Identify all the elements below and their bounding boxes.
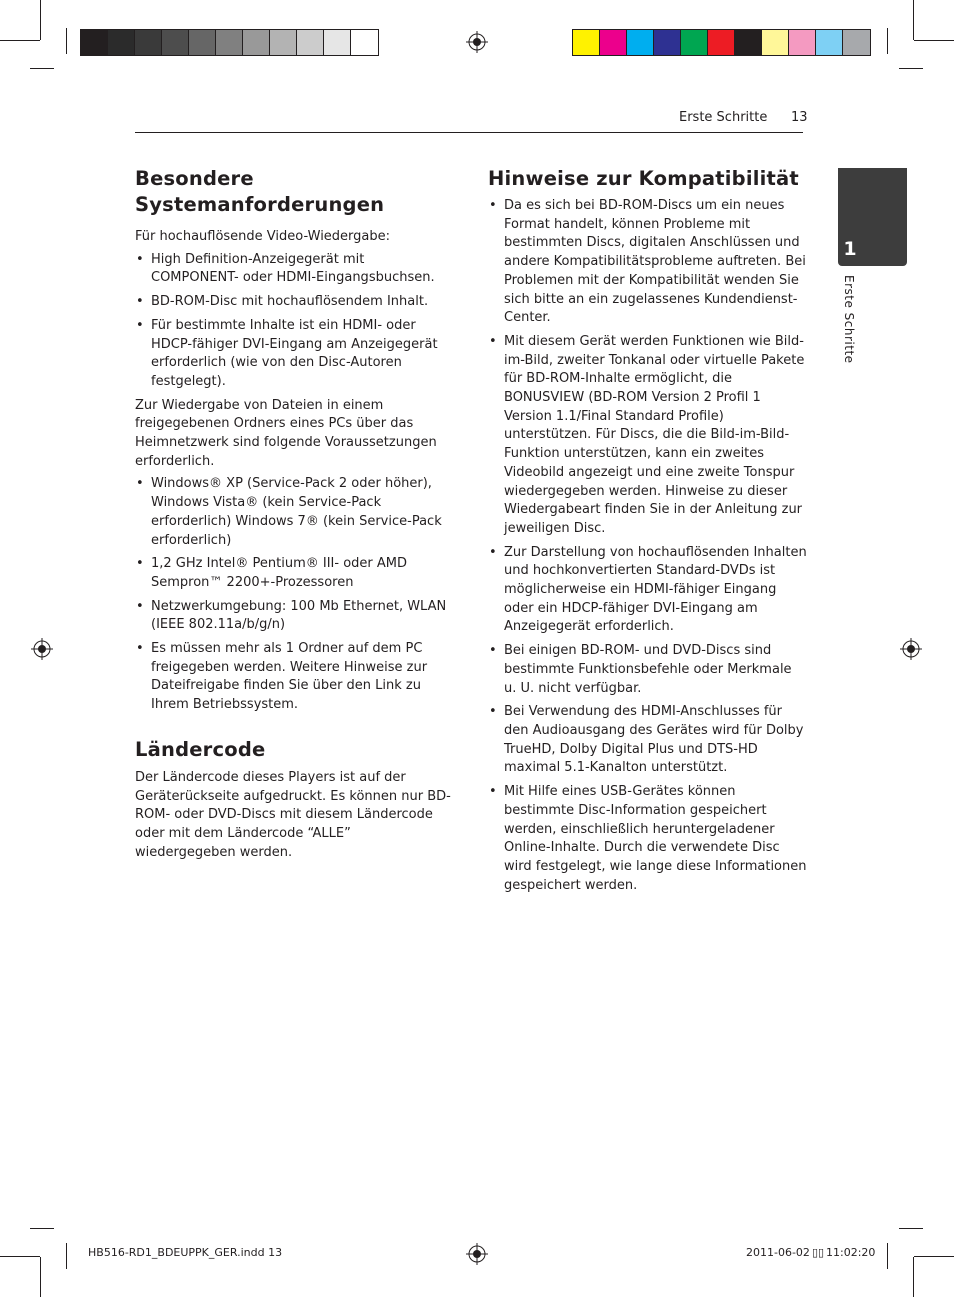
list-item: • Da es sich bei BD-ROM-Discs um ein neues Format handelt, können Probleme mit bestimmten Discs, digitalen Anschlüssen und andere Kompatibilitätsprobleme auftreten. Bei Problemen mit der Kompatibilität wenden Sie sich bitte an ein zugelassenes Kundendienst-Center. [488,197,808,328]
crop-mark [899,68,923,69]
footer-glyph: ▯▯ [812,1246,825,1259]
crop-mark [30,1228,54,1229]
list-item: • Bei einigen BD-ROM- und DVD-Discs sind bestimmte Funktionsbefehle oder Merkmale u. U. nicht verfügbar. [488,642,808,698]
list-item: • High Definition-Anzeigegerät mit COMPONENT- oder HDMI-Eingangsbuchsen. [135,251,453,288]
crop-mark [914,40,954,41]
color-swatch [627,30,654,55]
left-column [135,166,453,866]
list-item: • BD-ROM-Disc mit hochauflösendem Inhalt. [135,293,453,312]
crop-mark [66,1243,67,1269]
list-item: • Bei Verwendung des HDMI-Anschlusses für den Audioausgang des Gerätes wird für Dolby TrueHD, Dolby Digital Plus und DTS-HD maximal 5.1-Kanalton unterstützt. [488,703,808,778]
section-title-compatibility: Hinweise zur Kompatibilität [488,167,799,190]
grayscale-bar [80,29,379,56]
color-swatch [843,30,870,55]
body-text: Der Ländercode dieses Players ist auf der Geräterückseite aufgedruckt. Es können nur BD-ROM- oder DVD-Discs mit diesem Ländercode oder mit dem Ländercode “ALLE” wiedergegeben werden. [135,769,451,860]
color-swatch [162,30,189,55]
crop-mark [887,28,888,54]
color-swatch [654,30,681,55]
registration-mark-icon [466,1243,488,1265]
chapter-number: 1 [843,238,857,260]
color-swatch [762,30,789,55]
color-swatch [108,30,135,55]
crop-mark [913,1257,914,1297]
chapter-label: Erste Schritte [842,275,856,364]
crop-mark [66,28,67,54]
crop-mark [887,1243,888,1269]
color-swatch [297,30,324,55]
list-item: • Es müssen mehr als 1 Ordner auf dem PC freigegeben werden. Weitere Hinweise zur Dateifreigabe finden Sie über den Link zu Ihrem Betriebssystem. [135,640,453,715]
color-swatch [708,30,735,55]
requirements-list [135,251,453,392]
crop-mark [914,1256,954,1257]
running-head: Erste Schritte [679,110,768,125]
list-item: • 1,2 GHz Intel® Pentium® III- oder AMD Sempron™ 2200+-Prozessoren [135,555,453,592]
crop-mark [40,1257,41,1297]
list-item: • Netzwerkumgebung: 100 Mb Ethernet, WLAN (IEEE 802.11a/b/g/n) [135,598,453,635]
color-swatch [789,30,816,55]
right-column [488,166,808,900]
page-number: 13 [791,110,808,125]
list-item: • Für bestimmte Inhalte ist ein HDMI- oder HDCP-fähiger DVI-Eingang am Anzeigegerät erforderlich (wie von den Disc-Autoren festgelegt). [135,317,453,392]
footer-date: 2011-06-02 [746,1246,810,1259]
color-bar [572,29,871,56]
color-swatch [681,30,708,55]
color-swatch [135,30,162,55]
footer-filename: HB516-RD1_BDEUPPK_GER.indd 13 [88,1246,283,1259]
title-line: Systemanforderungen [135,193,385,216]
crop-mark [0,40,40,41]
color-swatch [189,30,216,55]
crop-mark [30,68,54,69]
color-swatch [600,30,627,55]
crop-mark [40,0,41,40]
color-swatch [270,30,297,55]
crop-mark [913,0,914,40]
compatibility-list [488,197,808,895]
title-line: Besondere [135,167,254,190]
color-swatch [81,30,108,55]
list-item: • Mit Hilfe eines USB-Gerätes können bestimmte Disc-Information gespeichert werden, einschließlich heruntergeladener Online-Inhalte. Durch die verwendete Disc wird festgelegt, wie lange diese Informationen gespeichert werden. [488,783,808,895]
color-swatch [816,30,843,55]
intro-text: Für hochauflösende Video-Wiedergabe: [135,229,391,244]
color-swatch [243,30,270,55]
network-requirements-list [135,475,453,714]
section-title-system-requirements [135,166,453,218]
list-item: • Windows® XP (Service-Pack 2 oder höher), Windows Vista® (kein Service-Pack erforderlich) Windows 7® (kein Service-Pack erforderlich) [135,475,453,550]
list-item: • Zur Darstellung von hochauflösenden Inhalten und hochkonvertierten Standard-DVDs ist möglicherweise ein HDMI-fähiger Eingang oder ein HDCP-fähiger DVI-Eingang am Anzeigegerät erforderlich. [488,544,808,638]
color-swatch [351,30,378,55]
section-title-region-code: Ländercode [135,737,266,761]
color-swatch [216,30,243,55]
registration-mark-icon [900,638,922,660]
registration-mark-icon [466,31,488,53]
crop-mark [0,1256,40,1257]
color-swatch [324,30,351,55]
color-swatch [735,30,762,55]
color-swatch [573,30,600,55]
footer-time: 11:02:20 [826,1246,876,1259]
list-item: • Mit diesem Gerät werden Funktionen wie Bild-im-Bild, zweiter Tonkanal oder virtuelle Pakete für BD-ROM-Inhalte ermöglicht, die BONUSVIEW (BD-ROM Version 2 Profil 1 Version 1.1/Final Standard Profile) unterstützen. Für Discs, die die Bild-im-Bild-Funktion unterstützen, kann ein zweites Videobild angezeigt und eine zweite Tonspur wiedergegeben werden. Hinweise zu dieser Wiedergabeart finden Sie in der Anleitung zur jeweiligen Disc. [488,333,808,539]
registration-mark-icon [31,638,53,660]
header-rule [135,132,803,133]
crop-mark [899,1228,923,1229]
region-code-section [135,737,453,863]
body-text: Zur Wiedergabe von Dateien in einem freigegebenen Ordners eines PCs über das Heimnetzwerk sind folgende Voraussetzungen erforderlich. [135,397,437,469]
